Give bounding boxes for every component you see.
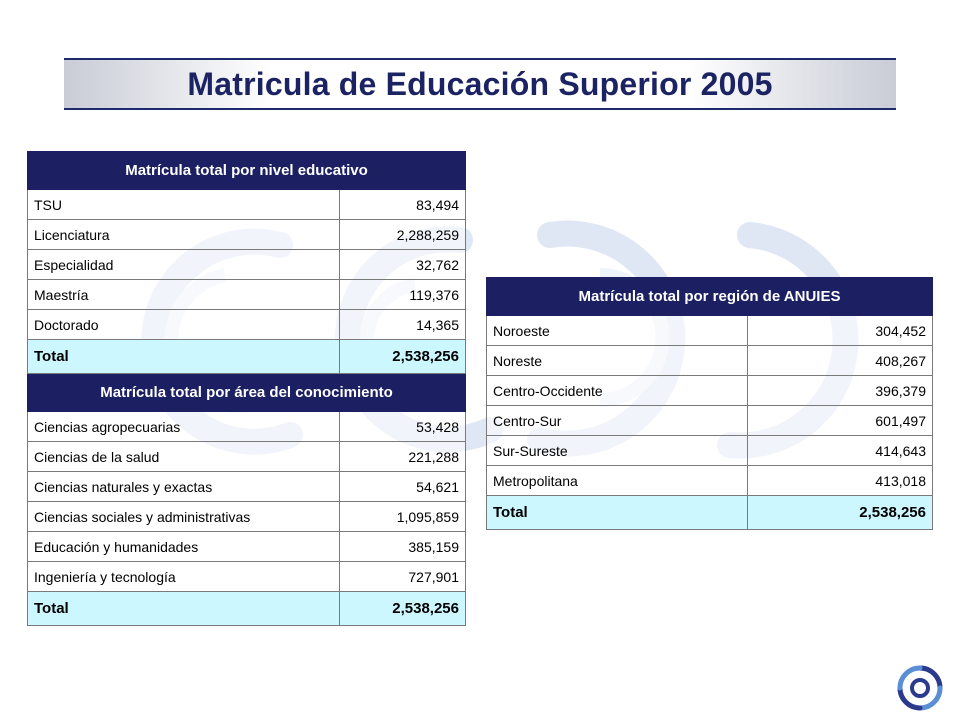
row-label: Ciencias sociales y administrativas [28,502,340,532]
page-title: Matricula de Educación Superior 2005 [187,65,773,102]
table-region [486,277,933,530]
row-label: Centro-Sur [487,406,748,436]
table-row [487,436,933,466]
total-value: 2,538,256 [748,496,933,530]
row-label: Ciencias naturales y exactas [28,472,340,502]
row-value: 32,762 [340,250,466,280]
table-row [28,442,466,472]
row-label: Ingeniería y tecnología [28,562,340,592]
total-label: Total [28,340,340,374]
row-label: TSU [28,190,340,220]
table-row [487,406,933,436]
region-header: Matrícula total por región de ANUIES [487,278,933,316]
title-banner [64,58,896,110]
row-label: Licenciatura [28,220,340,250]
row-label: Doctorado [28,310,340,340]
row-label: Especialidad [28,250,340,280]
table-row [28,502,466,532]
row-label: Educación y humanidades [28,532,340,562]
total-row [28,340,466,374]
row-value: 2,288,259 [340,220,466,250]
total-label: Total [487,496,748,530]
table-row [487,316,933,346]
total-label: Total [28,592,340,626]
table-header-row [28,374,466,412]
row-value: 408,267 [748,346,933,376]
table-row [28,250,466,280]
row-label: Sur-Sureste [487,436,748,466]
row-label: Centro-Occidente [487,376,748,406]
row-value: 396,379 [748,376,933,406]
table-row [28,412,466,442]
row-value: 14,365 [340,310,466,340]
row-value: 53,428 [340,412,466,442]
row-label: Ciencias agropecuarias [28,412,340,442]
row-value: 83,494 [340,190,466,220]
row-value: 304,452 [748,316,933,346]
row-value: 54,621 [340,472,466,502]
table-row [28,472,466,502]
table-row [28,532,466,562]
nivel-header: Matrícula total por nivel educativo [28,152,466,190]
total-row [487,496,933,530]
table-header-row [28,152,466,190]
table-row [487,466,933,496]
row-value: 727,901 [340,562,466,592]
row-label: Maestría [28,280,340,310]
table-row [28,220,466,250]
row-value: 601,497 [748,406,933,436]
row-value: 414,643 [748,436,933,466]
table-row [487,346,933,376]
table-row [28,562,466,592]
total-value: 2,538,256 [340,592,466,626]
total-value: 2,538,256 [340,340,466,374]
row-label: Noreste [487,346,748,376]
row-label: Ciencias de la salud [28,442,340,472]
total-row [28,592,466,626]
table-row [28,310,466,340]
row-value: 1,095,859 [340,502,466,532]
table-row [487,376,933,406]
area-header: Matrícula total por área del conocimiento [28,374,466,412]
table-header-row [487,278,933,316]
table-row [28,280,466,310]
row-value: 385,159 [340,532,466,562]
row-label: Noroeste [487,316,748,346]
table-nivel-area [27,151,466,626]
row-value: 221,288 [340,442,466,472]
anuies-logo-icon [896,664,944,712]
row-value: 119,376 [340,280,466,310]
table-row [28,190,466,220]
row-label: Metropolitana [487,466,748,496]
row-value: 413,018 [748,466,933,496]
